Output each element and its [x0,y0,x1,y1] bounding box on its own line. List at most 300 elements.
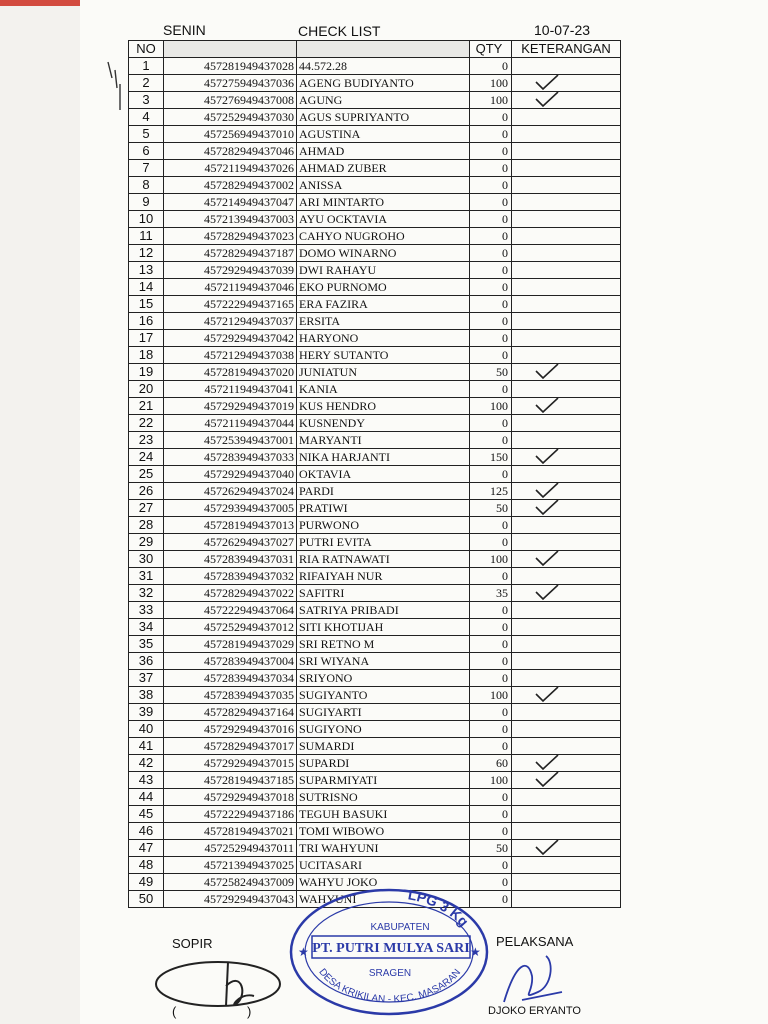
row-number: 26 [129,483,164,500]
customer-id: 457211949437026 [164,160,297,177]
table-row [129,364,621,381]
customer-id: 457292949437043 [164,891,297,908]
customer-id: 457293949437005 [164,500,297,517]
row-number: 28 [129,517,164,534]
keterangan-cell [512,449,621,466]
keterangan-cell [512,381,621,398]
keterangan-cell [512,364,621,381]
table-row [129,313,621,330]
row-number: 40 [129,721,164,738]
table-row [129,857,621,874]
keterangan-cell [512,772,621,789]
customer-name: AGUNG [297,92,470,109]
row-number: 16 [129,313,164,330]
row-number: 21 [129,398,164,415]
customer-name: RIA RATNAWATI [297,551,470,568]
keterangan-cell [512,143,621,160]
customer-id: 457282949437002 [164,177,297,194]
keterangan-cell [512,245,621,262]
table-row [129,160,621,177]
row-number: 5 [129,126,164,143]
table-row [129,602,621,619]
customer-id: 457222949437186 [164,806,297,823]
keterangan-cell [512,704,621,721]
table-row [129,840,621,857]
table-row [129,415,621,432]
quantity: 0 [470,381,512,398]
keterangan-cell [512,721,621,738]
table-row [129,789,621,806]
customer-id: 457252949437012 [164,619,297,636]
table-row [129,262,621,279]
customer-name: SRI RETNO M [297,636,470,653]
table-row [129,636,621,653]
stamp-star-right: ★ [470,945,481,959]
row-number: 7 [129,160,164,177]
quantity: 35 [470,585,512,602]
quantity: 0 [470,823,512,840]
row-number: 4 [129,109,164,126]
quantity: 125 [470,483,512,500]
keterangan-cell [512,534,621,551]
keterangan-cell [512,517,621,534]
customer-id: 457292949437040 [164,466,297,483]
customer-id: 457281949437029 [164,636,297,653]
col-header-name [297,41,470,58]
customer-name: KUSNENDY [297,415,470,432]
row-number: 47 [129,840,164,857]
keterangan-cell [512,160,621,177]
row-number: 6 [129,143,164,160]
customer-id: 457253949437001 [164,432,297,449]
page-title: CHECK LIST [298,23,381,39]
table-row [129,551,621,568]
quantity: 100 [470,551,512,568]
keterangan-cell [512,687,621,704]
keterangan-cell [512,602,621,619]
keterangan-cell [512,279,621,296]
customer-name: PUTRI EVITA [297,534,470,551]
customer-id: 457222949437165 [164,296,297,313]
customer-id: 457262949437024 [164,483,297,500]
date-label: 10-07-23 [534,22,591,38]
customer-id: 457283949437034 [164,670,297,687]
keterangan-cell [512,653,621,670]
quantity: 0 [470,347,512,364]
table-row [129,296,621,313]
customer-name: CAHYO NUGROHO [297,228,470,245]
quantity: 0 [470,279,512,296]
table-row [129,500,621,517]
table-row [129,432,621,449]
table-row [129,279,621,296]
customer-id: 457292949437019 [164,398,297,415]
keterangan-cell [512,483,621,500]
supervisor-name: DJOKO ERYANTO [488,1005,581,1017]
customer-id: 457282949437022 [164,585,297,602]
customer-id: 457211949437044 [164,415,297,432]
keterangan-cell [512,823,621,840]
stamp-city: SRAGEN [368,968,412,979]
customer-name: NIKA HARJANTI [297,449,470,466]
row-number: 39 [129,704,164,721]
row-number: 35 [129,636,164,653]
row-number: 38 [129,687,164,704]
row-number: 10 [129,211,164,228]
customer-name: ERSITA [297,313,470,330]
col-header-no: NO [129,41,164,58]
customer-id: 457211949437041 [164,381,297,398]
table-row [129,704,621,721]
table-row [129,483,621,500]
row-number: 42 [129,755,164,772]
customer-name: HERY SUTANTO [297,347,470,364]
quantity: 0 [470,313,512,330]
customer-name: JUNIATUN [297,364,470,381]
customer-id: 457283949437004 [164,653,297,670]
row-number: 1 [129,58,164,75]
customer-id: 457211949437046 [164,279,297,296]
customer-name: DOMO WINARNO [297,245,470,262]
quantity: 0 [470,228,512,245]
table-row [129,687,621,704]
table-row [129,330,621,347]
quantity: 0 [470,126,512,143]
keterangan-cell [512,874,621,891]
quantity: 0 [470,466,512,483]
row-number: 11 [129,228,164,245]
row-number: 13 [129,262,164,279]
keterangan-cell [512,466,621,483]
quantity: 0 [470,330,512,347]
customer-name: SUGIYONO [297,721,470,738]
table-row [129,126,621,143]
row-number: 50 [129,891,164,908]
keterangan-cell [512,211,621,228]
table-row [129,228,621,245]
keterangan-cell [512,313,621,330]
customer-name: KUS HENDRO [297,398,470,415]
table-row [129,517,621,534]
row-number: 12 [129,245,164,262]
customer-id: 457222949437064 [164,602,297,619]
checkmark-icon [534,75,560,92]
table-row [129,823,621,840]
customer-id: 457292949437016 [164,721,297,738]
checkmark-icon [534,398,560,415]
row-number: 2 [129,75,164,92]
customer-id: 457213949437003 [164,211,297,228]
quantity: 0 [470,568,512,585]
customer-name: WAHYUNI [297,891,470,908]
customer-name: SRI WIYANA [297,653,470,670]
quantity: 100 [470,772,512,789]
customer-name: 44.572.28 [297,58,470,75]
customer-id: 457258249437009 [164,874,297,891]
customer-id: 457283949437035 [164,687,297,704]
customer-id: 457283949437032 [164,568,297,585]
table-row [129,534,621,551]
keterangan-cell [512,75,621,92]
quantity: 0 [470,653,512,670]
quantity: 0 [470,704,512,721]
customer-name: ANISSA [297,177,470,194]
keterangan-cell [512,840,621,857]
row-number: 34 [129,619,164,636]
table-row [129,568,621,585]
checkmark-icon [534,483,560,500]
quantity: 100 [470,687,512,704]
customer-id: 457281949437021 [164,823,297,840]
quantity: 100 [470,92,512,109]
table-row [129,466,621,483]
keterangan-cell [512,891,621,908]
quantity: 60 [470,755,512,772]
row-number: 25 [129,466,164,483]
row-number: 41 [129,738,164,755]
row-number: 23 [129,432,164,449]
quantity: 0 [470,517,512,534]
table-row [129,772,621,789]
row-number: 15 [129,296,164,313]
quantity: 0 [470,789,512,806]
customer-name: SRIYONO [297,670,470,687]
customer-name: PARDI [297,483,470,500]
quantity: 0 [470,806,512,823]
quantity: 0 [470,177,512,194]
checkmark-icon [534,687,560,704]
customer-id: 457281949437020 [164,364,297,381]
quantity: 50 [470,364,512,381]
quantity: 0 [470,245,512,262]
customer-id: 457282949437023 [164,228,297,245]
checkmark-icon [534,92,560,109]
quantity: 0 [470,602,512,619]
col-header-qty: QTY [470,41,512,58]
customer-name: SUPARMIYATI [297,772,470,789]
table-row [129,177,621,194]
quantity: 0 [470,211,512,228]
keterangan-cell [512,432,621,449]
customer-id: 457256949437010 [164,126,297,143]
checkmark-icon [534,755,560,772]
customer-id: 457283949437033 [164,449,297,466]
quantity: 0 [470,296,512,313]
customer-name: AHMAD ZUBER [297,160,470,177]
keterangan-cell [512,568,621,585]
checklist-table [128,40,621,908]
checkmark-icon [534,500,560,517]
keterangan-cell [512,670,621,687]
row-number: 45 [129,806,164,823]
keterangan-cell [512,755,621,772]
company-stamp [286,884,492,1020]
driver-label: SOPIR [172,936,213,951]
keterangan-cell [512,330,621,347]
day-label: SENIN [163,22,206,38]
table-row [129,398,621,415]
keterangan-cell [512,806,621,823]
keterangan-cell [512,789,621,806]
customer-name: SATRIYA PRIBADI [297,602,470,619]
customer-name: HARYONO [297,330,470,347]
quantity: 0 [470,143,512,160]
table-row [129,58,621,75]
customer-id: 457281949437185 [164,772,297,789]
stamp-company: PT. PUTRI MULYA SARI [312,941,470,956]
customer-name: SUGIYANTO [297,687,470,704]
customer-name: AHMAD [297,143,470,160]
row-number: 3 [129,92,164,109]
keterangan-cell [512,296,621,313]
keterangan-cell [512,619,621,636]
supervisor-label: PELAKSANA [496,934,574,949]
stamp-top-text: LPG 3 Kg [406,886,473,930]
quantity: 0 [470,874,512,891]
supervisor-signature [492,952,582,1008]
keterangan-cell [512,194,621,211]
keterangan-cell [512,398,621,415]
row-number: 43 [129,772,164,789]
table-row [129,109,621,126]
customer-name: SITI KHOTIJAH [297,619,470,636]
keterangan-cell [512,109,621,126]
row-number: 20 [129,381,164,398]
customer-id: 457262949437027 [164,534,297,551]
customer-id: 457292949437018 [164,789,297,806]
customer-id: 457281949437013 [164,517,297,534]
keterangan-cell [512,92,621,109]
quantity: 0 [470,160,512,177]
quantity: 0 [470,194,512,211]
customer-name: SUMARDI [297,738,470,755]
quantity: 0 [470,670,512,687]
row-number: 44 [129,789,164,806]
quantity: 0 [470,432,512,449]
row-number: 14 [129,279,164,296]
header-row [129,41,621,58]
table-row [129,143,621,160]
checklist-rows [129,58,621,908]
customer-name: UCITASARI [297,857,470,874]
customer-id: 457281949437028 [164,58,297,75]
keterangan-cell [512,500,621,517]
keterangan-cell [512,126,621,143]
row-number: 29 [129,534,164,551]
customer-id: 457282949437187 [164,245,297,262]
row-number: 18 [129,347,164,364]
col-header-id [164,41,297,58]
customer-id: 457275949437036 [164,75,297,92]
customer-name: SUGIYARTI [297,704,470,721]
customer-id: 457282949437017 [164,738,297,755]
customer-id: 457282949437046 [164,143,297,160]
table-row [129,653,621,670]
checkmark-icon [534,364,560,381]
customer-id: 457252949437030 [164,109,297,126]
checkmark-icon [534,449,560,466]
keterangan-cell [512,585,621,602]
customer-name: SAFITRI [297,585,470,602]
customer-id: 457292949437015 [164,755,297,772]
quantity: 0 [470,58,512,75]
customer-name: TRI WAHYUNI [297,840,470,857]
customer-name: DWI RAHAYU [297,262,470,279]
row-number: 32 [129,585,164,602]
stamp-address: DESA KRIKILAN - KEC. MASARAN [316,966,464,1006]
customer-name: ARI MINTARTO [297,194,470,211]
row-number: 37 [129,670,164,687]
table-row [129,721,621,738]
customer-name: WAHYU JOKO [297,874,470,891]
table-row [129,194,621,211]
row-number: 30 [129,551,164,568]
row-number: 19 [129,364,164,381]
quantity: 0 [470,857,512,874]
quantity: 50 [470,500,512,517]
table-row [129,738,621,755]
quantity: 0 [470,534,512,551]
keterangan-cell [512,177,621,194]
table-row [129,806,621,823]
customer-name: AYU OCKTAVIA [297,211,470,228]
row-number: 31 [129,568,164,585]
customer-id: 457214949437047 [164,194,297,211]
table-row [129,381,621,398]
customer-name: PRATIWI [297,500,470,517]
customer-name: RIFAIYAH NUR [297,568,470,585]
customer-id: 457283949437031 [164,551,297,568]
row-number: 49 [129,874,164,891]
row-number: 17 [129,330,164,347]
margin-tick-marks [100,58,130,118]
customer-name: TEGUH BASUKI [297,806,470,823]
table-row [129,449,621,466]
quantity: 0 [470,721,512,738]
row-number: 9 [129,194,164,211]
row-number: 24 [129,449,164,466]
table-row [129,585,621,602]
keterangan-cell [512,738,621,755]
checkmark-icon [534,551,560,568]
keterangan-cell [512,636,621,653]
table-row [129,670,621,687]
row-number: 36 [129,653,164,670]
customer-id: 457276949437008 [164,92,297,109]
row-number: 27 [129,500,164,517]
customer-name: EKO PURNOMO [297,279,470,296]
row-number: 8 [129,177,164,194]
table-row [129,347,621,364]
keterangan-cell [512,58,621,75]
stamp-region: KABUPATEN [370,922,430,933]
customer-name: SUPARDI [297,755,470,772]
driver-name-close-paren: ) [247,1004,252,1019]
table-row [129,245,621,262]
customer-name: PURWONO [297,517,470,534]
quantity: 100 [470,398,512,415]
quantity: 0 [470,262,512,279]
customer-id: 457212949437037 [164,313,297,330]
quantity: 0 [470,415,512,432]
row-number: 46 [129,823,164,840]
customer-name: ERA FAZIRA [297,296,470,313]
table-row [129,619,621,636]
customer-name: AGUSTINA [297,126,470,143]
quantity: 0 [470,636,512,653]
customer-name: SUTRISNO [297,789,470,806]
keterangan-cell [512,857,621,874]
